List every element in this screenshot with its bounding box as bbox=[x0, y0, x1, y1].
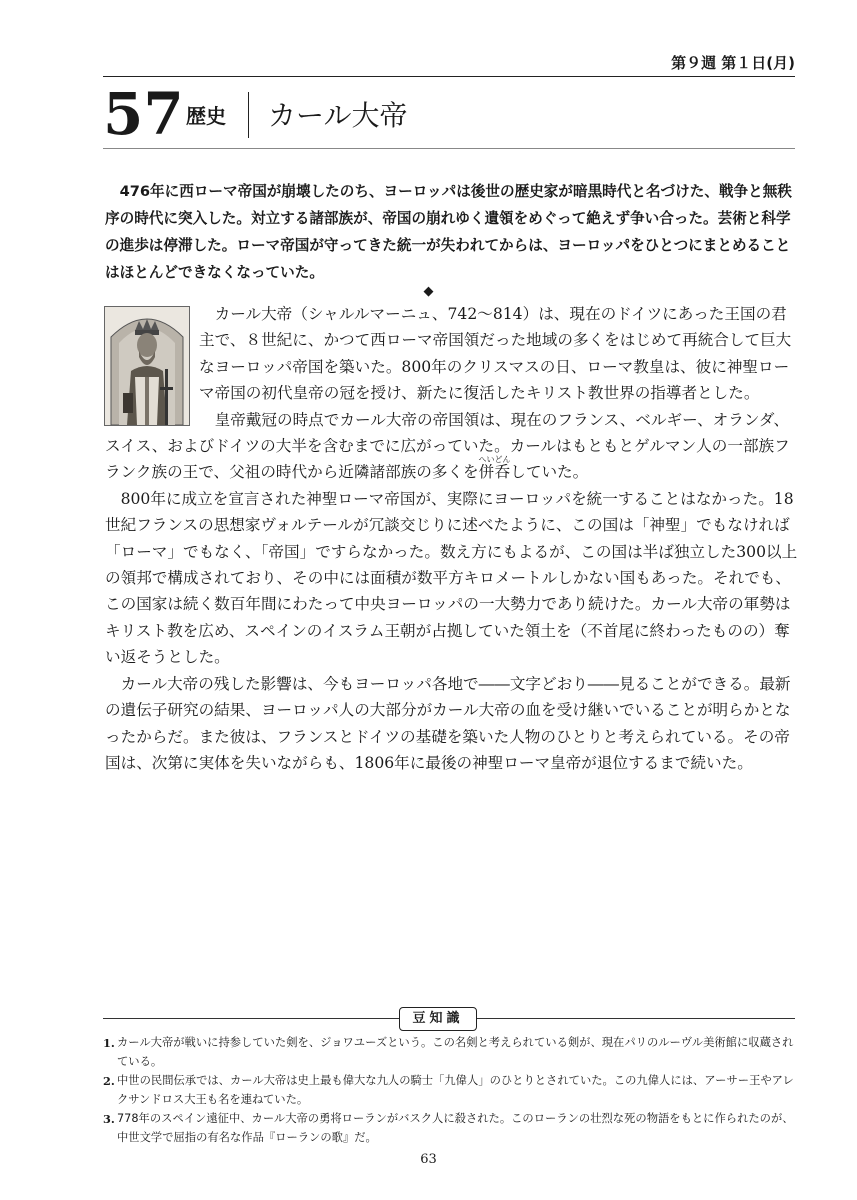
body-paragraph-1: カール大帝（シャルルマーニュ、742〜814）は、現在のドイツにあった王国の君主で、８世紀に、かつて西ローマ帝国領だった地域の多くをはじめて再統合して巨大なヨーロッパ帝国を築いた。800年のクリスマスの日、ローマ教皇は、彼に神聖ローマ帝国の初代皇帝の冠を授け、新たに復活したキリスト教世界の指導者とした。 bbox=[199, 305, 792, 403]
title-rule bbox=[103, 148, 795, 149]
trivia-heading bbox=[399, 1007, 477, 1031]
category-label: 歴史 bbox=[186, 104, 226, 128]
ruby-word bbox=[478, 455, 511, 482]
body-paragraph-4: カール大帝の残した影響は、今もヨーロッパ各地で――文字どおり――見ることができる。最新の遺伝子研究の結果、ヨーロッパ人の大部分がカール大帝の血を受け継いでいることが明らかとなったからだ。また彼は、フランスとドイツの基礎を築いた人物のひとりと考えられている。その帝国は、次第に実体を失いながらも、1806年に最後の神聖ローマ皇帝が退位するまで続いた。 bbox=[105, 674, 791, 772]
body-paragraph-2 bbox=[105, 407, 799, 486]
note-text: カール大帝が戦いに持参していた剣を、ジョワユーズという。この名剣と考えられている剣が、現在パリのルーヴル美術館に収蔵されている。 bbox=[117, 1036, 794, 1068]
trivia-note bbox=[103, 1072, 803, 1109]
note-number: 3. bbox=[103, 1112, 115, 1126]
portrait-spacer bbox=[105, 301, 199, 433]
top-rule bbox=[103, 76, 795, 77]
trivia-note bbox=[103, 1034, 803, 1071]
note-number: 2. bbox=[103, 1074, 115, 1088]
intro-paragraph: 476年に西ローマ帝国が崩壊したのち、ヨーロッパは後世の歴史家が暗黒時代と名づけた、戦争と無秩序の時代に突入した。対立する諸部族が、帝国の崩れゆく遺領をめぐって絶えず争い合った。芸術と科学の進歩は停滞した。ローマ帝国が守ってきた統一が失われてからは、ヨーロッパをひとつにまとめることはほとんどできなくなっていた。 bbox=[105, 183, 792, 281]
ruby-base: 併呑 bbox=[478, 463, 511, 482]
trivia-heading-text: 豆知識 bbox=[412, 1011, 464, 1026]
section-divider: ◆ bbox=[423, 284, 434, 299]
page-title: カール大帝 bbox=[268, 99, 408, 132]
week-label: 第９週 第１日(月) bbox=[671, 54, 795, 72]
title-divider bbox=[248, 92, 249, 138]
p2-before: 皇帝戴冠の時点でカール大帝の帝国領は、現在のフランス、ベルギー、オランダ、スイス、およびドイツの大半を含むまでに広がっていた。カールはもともとゲルマン人の一部族フランク族の王で、父祖の時代から近隣諸部族の多くを bbox=[105, 410, 790, 482]
trivia-note bbox=[103, 1110, 803, 1147]
article-body bbox=[105, 301, 799, 776]
body-paragraph-3: 800年に成立を宣言された神聖ローマ帝国が、実際にヨーロッパを統一することはなかった。18世紀フランスの思想家ヴォルテールが冗談交じりに述べたように、この国は「神聖」でもなければ「ローマ」でもなく、「帝国」ですらなかった。数え方にもよるが、この国は半ば独立した300以上の領邦で構成されており、その中には面積が数平方キロメートルしかない国もあった。それでも、この国家は続く数百年間にわたって中央ヨーロッパの一大勢力であり続けた。カール大帝の軍勢はキリスト教を広め、スペインのイスラム王朝が占拠していた領土を（不首尾に終わったものの）奪い返そうとした。 bbox=[105, 489, 798, 667]
note-number: 1. bbox=[103, 1036, 115, 1050]
note-text: 778年のスペイン遠征中、カール大帝の勇将ローランがバスク人に殺された。このローランの壮烈な死の物語をもとに作られたのが、中世文学で屈指の有名な作品『ローランの歌』だ。 bbox=[117, 1112, 794, 1144]
note-text: 中世の民間伝承では、カール大帝は史上最も偉大な九人の騎士「九偉人」のひとりとされていた。この九偉人には、アーサー王やアレクサンドロス大王も名を連ねていた。 bbox=[117, 1074, 794, 1106]
p2-after: していた。 bbox=[510, 463, 589, 482]
page-number: 63 bbox=[420, 1152, 437, 1167]
trivia-notes bbox=[103, 1034, 803, 1148]
ruby-reading: へいどん bbox=[478, 455, 511, 465]
entry-number: 57 bbox=[103, 80, 184, 148]
